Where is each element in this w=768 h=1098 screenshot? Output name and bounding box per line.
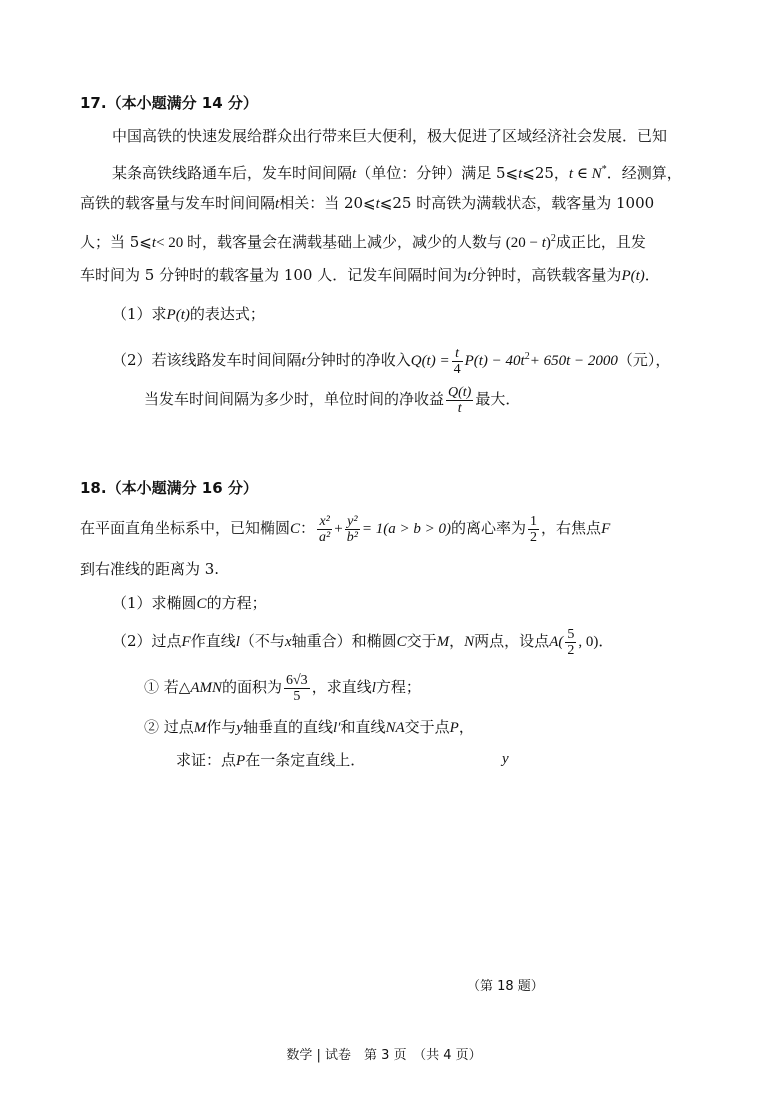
figure-caption: （第 18 题） — [467, 979, 544, 994]
q17-line-3: 高铁的载客量与发车时间间隔t相关：当 20⩽t⩽25 时高铁为满载状态，载客量为 1000 — [80, 194, 655, 212]
fraction-x2-over-a2: $\frac{\text{x²}}{\text{a²}}$ — [319, 513, 331, 545]
fraction-one-half: $\frac{1}{2}$ — [530, 513, 538, 545]
q17-title: 17.（本小题满分 14 分） — [80, 94, 258, 112]
q18-part-2: ② 过点M作与y轴垂直的直线l′和直线NA交于点P， — [144, 718, 474, 736]
page-footer: 数学 | 试卷 第 3 页 （共 4 页） — [286, 1048, 482, 1063]
q17-sub-2-cont: 当发车时间间隔为多少时，单位时间的净收益 $\frac{Q(t)}{t}$ 最大． — [144, 384, 521, 416]
q17-line-5: 车时间为 5 分钟时的载客量为 100 人．记发车间隔时间为t分钟时，高铁载客量为P(t)． — [80, 266, 660, 284]
q17-sub-1: （1）求P(t)的表达式； — [112, 305, 265, 323]
fraction-qt-over-t: $\frac{Q(t)}{t}$ — [448, 384, 472, 416]
fraction-y2-over-b2: $\frac{\text{y²}}{\text{b²}}$ — [346, 513, 358, 545]
q17-line-2: 某条高铁线路通车后，发车时间间隔t（单位：分钟）满足 5⩽t⩽25，t ∈ N*．经测算， — [112, 164, 682, 182]
q18-part-1: ① 若△AMN的面积为 $\frac{6√3}{5}$ ，求直线l方程； — [144, 672, 421, 704]
fraction-6sqrt3-over-5: $\frac{6√3}{5}$ — [286, 672, 308, 704]
q18-title: 18.（本小题满分 16 分） — [80, 479, 258, 497]
q17-sub-2: （2）若该线路发车时间间隔t分钟时的净收入Q(t) = $\frac{t}{4}$ $P(t) - 40t^2+ 650t - 2000$（元）， — [112, 345, 671, 377]
q17-line-4: 人；当 5⩽t< 20 时，载客量会在满载基础上减少，减少的人数与 $(20 - t)^2$成正比，且发 — [80, 233, 646, 251]
fraction-5-over-2: $\frac{5}{2}$ — [567, 626, 575, 658]
q18-part-2-proof: 求证：点P在一条定直线上． — [176, 751, 366, 769]
q17-line-1: 中国高铁的快速发展给群众出行带来巨大便利，极大促进了区域经济社会发展．已知 — [112, 127, 668, 145]
q18-line-1: 在平面直角坐标系中，已知椭圆C： $\frac{\text{x²}}{\text{a²}}$ + $\frac{\text{y²}}{\text{b²}}$ = 1(a > b > 0)的离心率为 $\frac{1}{2}$ ，右焦点F — [80, 513, 611, 545]
q18-line-2: 到右准线的距离为 3. — [80, 560, 220, 578]
q18-sub-1: （1）求椭圆C的方程； — [112, 594, 267, 612]
q18-sub-2: （2）过点F作直线l（不与x轴重合）和椭圆C交于M，N两点，设点A( $\frac{5}{2}$ , 0)． — [112, 626, 614, 658]
stray-axis-label: y — [502, 751, 509, 767]
fraction-t-over-4: $\frac{t}{4}$ — [453, 345, 461, 377]
